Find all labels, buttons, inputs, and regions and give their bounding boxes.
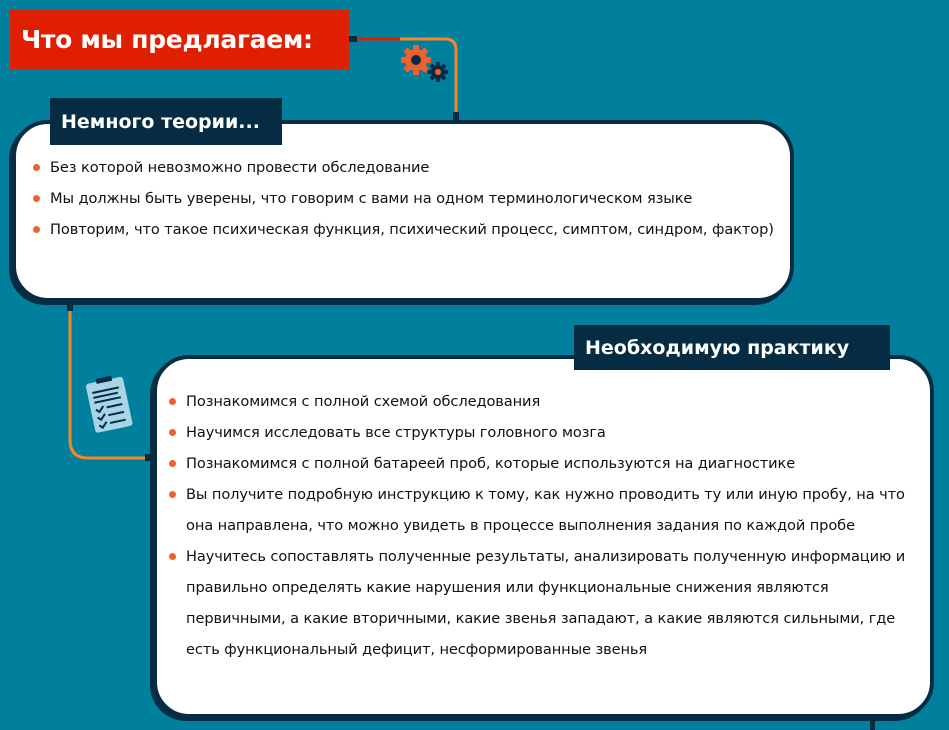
list-item: Познакомимся с полной схемой обследования	[169, 386, 909, 417]
bullet-icon	[33, 195, 40, 202]
bullet-icon	[169, 553, 176, 560]
bullet-icon	[169, 460, 176, 467]
gears-icon	[401, 45, 448, 82]
bullet-icon	[169, 398, 176, 405]
section-label-theory: Немного теории...	[50, 98, 282, 145]
bullet-icon	[33, 164, 40, 171]
list-item: Научимся исследовать все структуры головного мозга	[169, 417, 909, 448]
practice-list	[169, 386, 909, 665]
bullet-icon	[33, 226, 40, 233]
list-item: Научитесь сопоставлять полученные результаты, анализировать полученную информацию и правильно определять какие нарушения или функциональные снижения являются первичными, а какие вторичными, какие звенья западают, а какие являются сильными, где есть функциональный дефицит, несформированные звенья	[169, 541, 909, 665]
section-label-practice: Необходимую практику	[574, 325, 890, 370]
theory-list	[33, 152, 783, 245]
list-item: Повторим, что такое психическая функция, психический процесс, симптом, синдром, фактор)	[33, 214, 783, 245]
page-title: Что мы предлагаем:	[10, 10, 349, 69]
clipboard-checklist-icon	[85, 373, 133, 433]
list-item: Мы должны быть уверены, что говорим с вами на одном терминологическом языке	[33, 183, 783, 214]
list-item: Вы получите подробную инструкцию к тому, как нужно проводить ту или иную пробу, на что она направлена, что можно увидеть в процессе выполнения задания по каждой пробе	[169, 479, 909, 541]
bullet-icon	[169, 429, 176, 436]
list-item: Познакомимся с полной батареей проб, которые используются на диагностике	[169, 448, 909, 479]
bullet-icon	[169, 491, 176, 498]
list-item: Без которой невозможно провести обследование	[33, 152, 783, 183]
